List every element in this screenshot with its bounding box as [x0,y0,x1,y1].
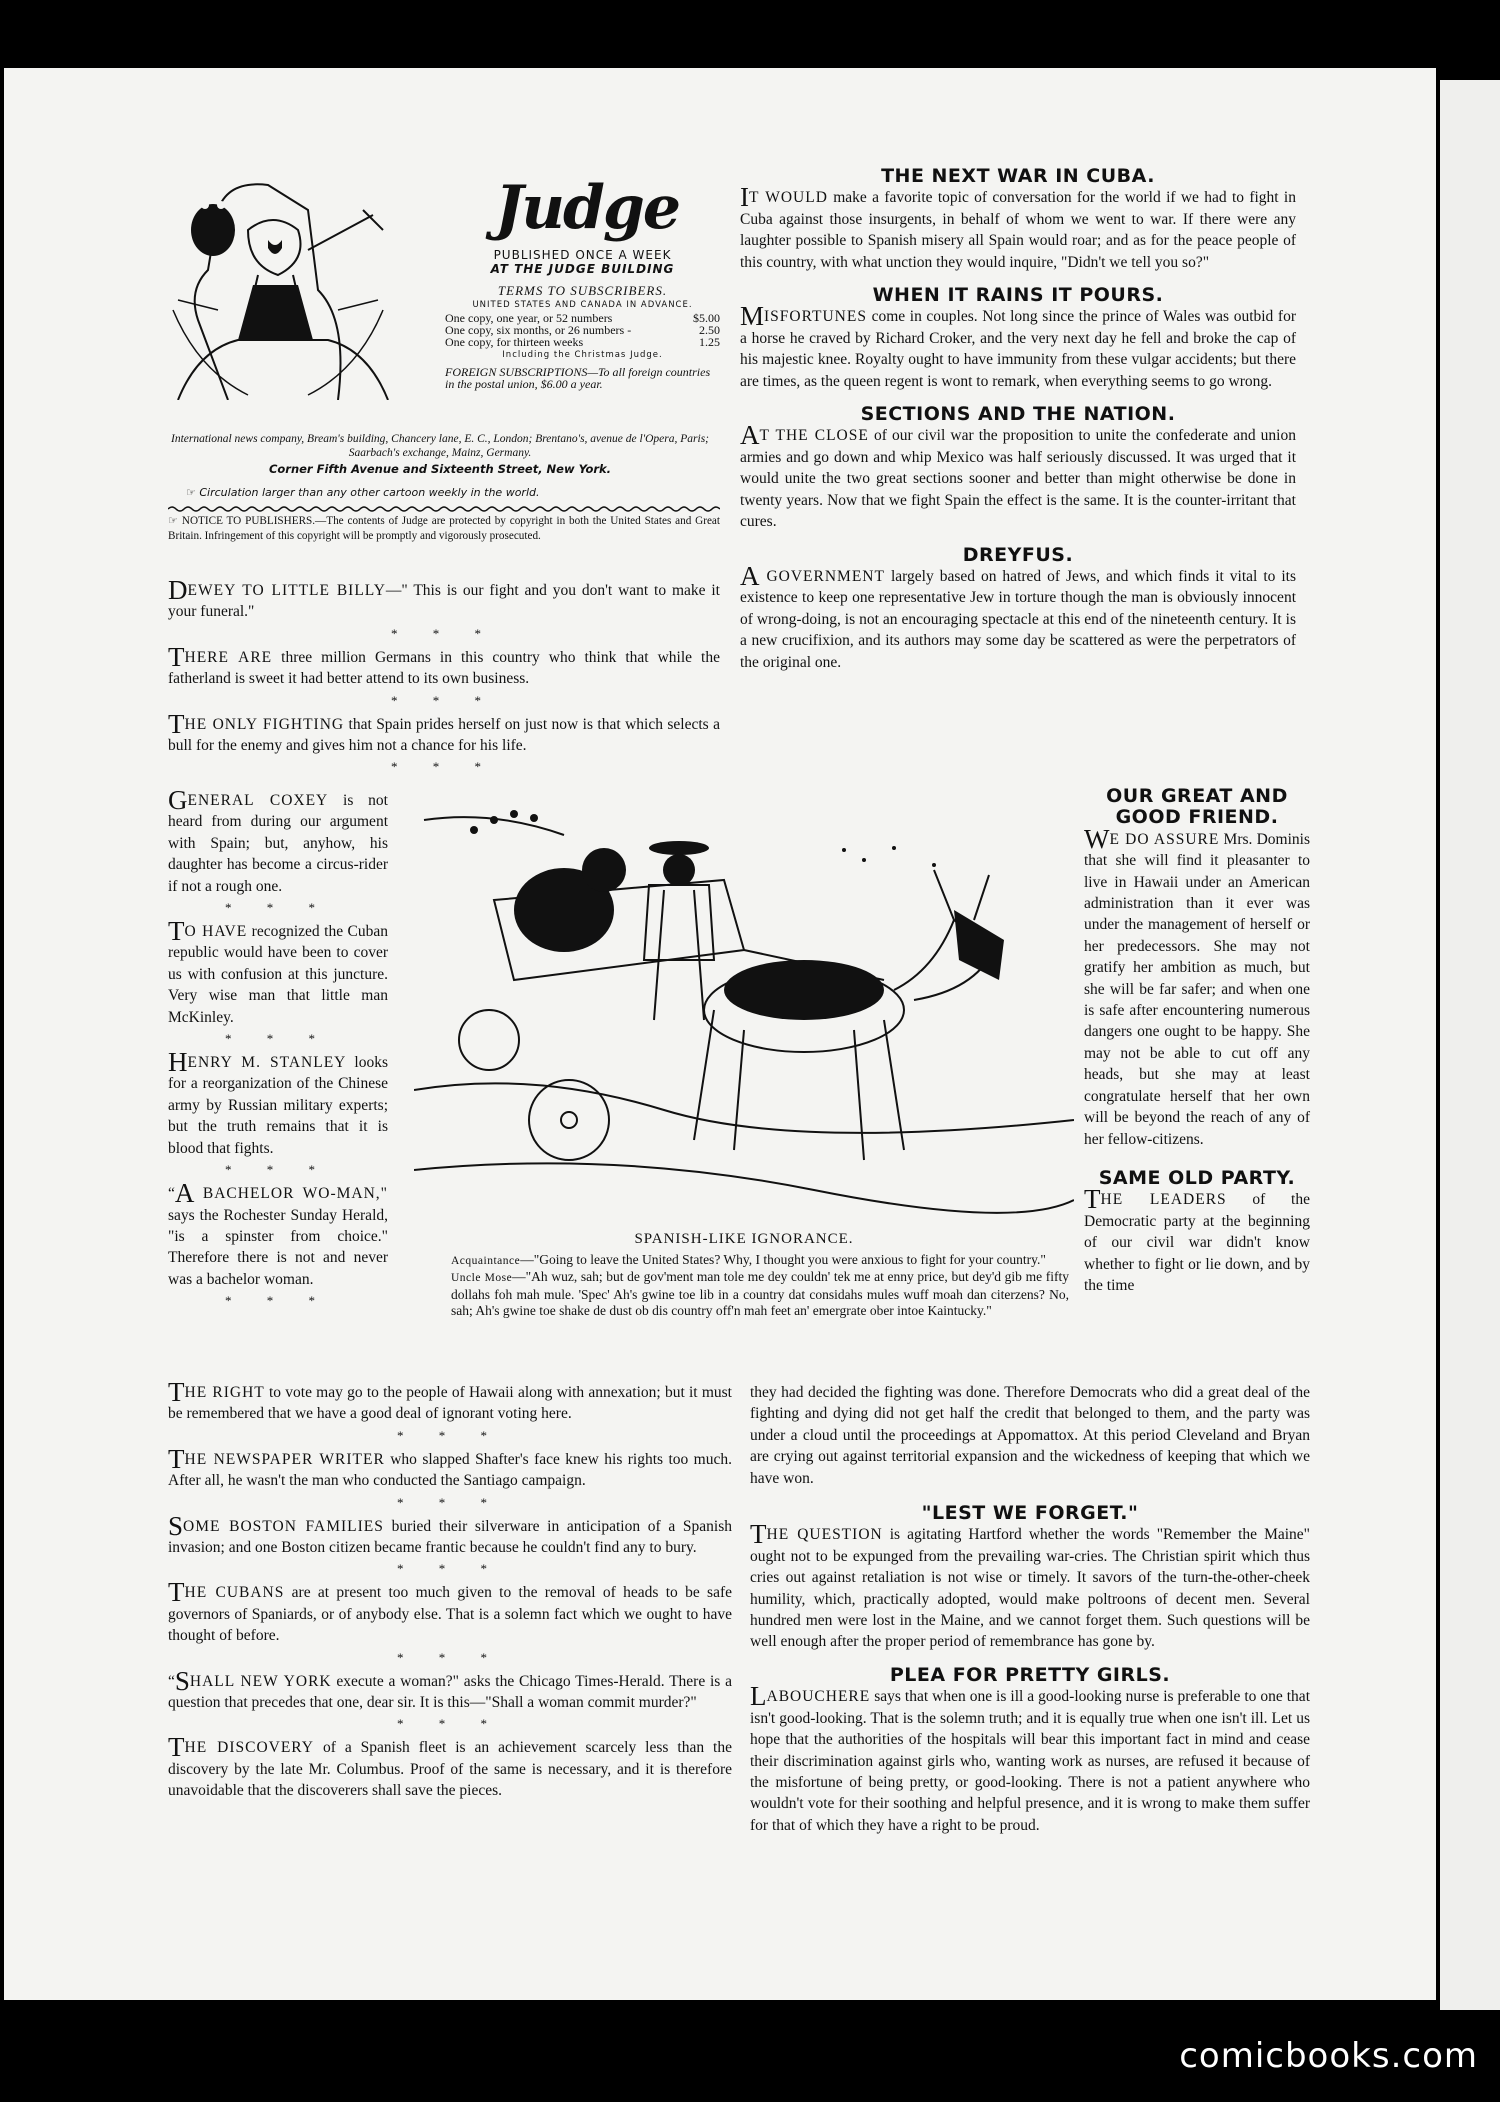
wavy-divider [168,505,720,513]
paragraph: THERE ARE three million Germans in this country who think that while the fatherland is sweet it had better attend to its own business. [168,641,720,688]
article-heading: SECTIONS AND THE NATION. [860,403,1176,426]
separator: * * * [391,692,497,708]
paragraph: GENERAL COXEY is not heard from during our argument with Spain; but, anyhow, his daughter has become a circus-rider if not a rough one. [168,785,388,895]
terms-heading: TERMS TO SUBSCRIBERS. [497,283,668,298]
paragraph: DEWEY TO LITTLE BILLY—" This is our fight and you don't want to make it your funeral." [168,575,720,621]
article-body: A GOVERNMENT largely based on hatred of Jews, and which finds it vital to its existence to keep one representative Jew in torture though the man is obviously innocent of wrong-doing, is not an encouraging spectacle at this end of the nineteenth century. It is a new crucifixion, and its authors may some day be scattered as were the perpetrators of the original one. [740,560,1296,671]
article-heading: OUR GREAT AND GOOD FRIEND. [1106,785,1288,829]
separator: * * * [225,1293,331,1309]
christmas-note: Including the Christmas Judge. [502,350,663,360]
article-body: THE QUESTION is agitating Hartford whether the words "Remember the Maine" ought not to be expunged from the prevailing war-cries. The Christian spirit which thus cries out against retaliation is not wise or timely. It savors of the turn-the-other-cheek humility, which, practically adopted, would make poltroons of decent men. Several hundred men were lost in the Maine, and we cannot forget them. Such questions will be well enough after the proper period of remembrance has gone by. [750,1519,1310,1651]
publisher-notice: ☞ NOTICE TO PUBLISHERS.—The contents of Judge are protected by copyright in both the United States and Great Britain. Infringement of this copyright will be promptly and vigorously prosecuted. [168,515,721,542]
judge-building: AT THE JUDGE BUILDING [490,262,675,276]
judge-logo: Judge [494,173,680,243]
terms-advance: UNITED STATES AND CANADA IN ADVANCE. [472,300,693,310]
article-body: LABOUCHERE says that when one is ill a good-looking nurse is preferable to one that isn't good-looking. That is the solemn truth; and it is equally true when one isn't ill. Let us hope that the authorities of the hospitals will bear this important fact in mind and cease their discrimination against girls who, wanting work as nurses, are refused it because of the misfortune of being pretty, or good-looking. There is not a patient anywhere who wouldn't vote for their soothing and helpful presence, and it is wrong to make them suffer for that of which they have a right to be proud. [750,1681,1310,1834]
masthead-info [445,248,720,390]
paragraph: “SHALL NEW YORK execute a woman?" asks the Chicago Times-Herald. There is a question that precedes that one, dear sir. It is this—"Shall a woman commit murder?" [168,1665,733,1712]
paragraph: THE DISCOVERY of a Spanish fleet is an achievement scarcely less than the discovery by the late Mr. Columbus. Proof of the same is necessary, and it is therefore unavoidable that the discoverers shall save the pieces. [168,1732,732,1800]
left-top-column [168,575,720,780]
article-heading: "LEST WE FORGET." [921,1502,1139,1525]
narrow-right-column [1084,786,1310,1296]
agents-address: International news company, Bream's building, Chancery lane, E. C., London; Brentano's, avenue de l'Opera, Paris; Saarbach's exchange, Mainz, Germany. [170,433,709,459]
continued-text: they had decided the fighting was done. Therefore Democrats who did a great deal of the fighting and dying did not get half the credit that belonged to them, and the party was under a cloud until the proceedings at Appomattox. At this period Cleveland and Bryan are crying out against territorial expansion and the wickedness of keeping that which we have won. [750,1384,1310,1487]
separator: * * * [397,1716,503,1732]
paragraph: THE RIGHT to vote may go to the people of Hawaii along with annexation; but it must be remembered that we have a good deal of ignorant voting here. [168,1377,732,1423]
masthead-judge-illustration [158,170,398,400]
separator: * * * [397,1649,503,1665]
price-row: One copy, for thirteen weeks 1.25 [445,335,720,349]
paragraph: HENRY M. STANLEY looks for a reorganization of the Chinese army by Russian military experts; but the truth remains that it is blood that fights. [168,1047,388,1157]
article-body: IT WOULD make a favorite topic of conversation for the world if we had to fight in Cuba against those insurgents, in behalf of whom we went to war. If there were any laughter possible to Spanish misery all Spain would roar; and as for the peace people of this country, with what unction they would inquire, "Didn't we tell you so?" [740,182,1296,271]
article-heading: SAME OLD PARTY. [1098,1166,1296,1189]
paragraph: THE NEWSPAPER WRITER who slapped Shafter's face knew his rights too much. After all, he wasn't the man who conducted the Santiago campaign. [168,1443,732,1490]
article-body: THE LEADERS of the Democratic party at the beginning of our civil war didn't know whether to fight or lie down, and by the time [1084,1184,1310,1294]
article-heading: THE NEXT WAR IN CUBA. [881,165,1155,187]
separator: * * * [397,1494,503,1510]
separator: * * * [391,625,497,641]
office-address: Corner Fifth Avenue and Sixteenth Street, New York. [268,462,612,476]
paragraph: “A BACHELOR WO-MAN," says the Rochester Sunday Herald, "is a spinster from choice." Therefore there is not and never was a bachelor woman. [168,1178,388,1288]
separator: * * * [225,900,331,916]
next-page-edge [1440,80,1500,2010]
paragraph: TO HAVE recognized the Cuban republic would have been to cover us with confusion at this juncture. Very wise man that little man McKinley. [168,916,389,1026]
price-row: One copy, one year, or 52 numbers $5.00 [445,311,720,325]
cartoon-title: SPANISH-LIKE IGNORANCE. [634,1231,854,1247]
paragraph: THE ONLY FIGHTING that Spain prides herself on just now is that which selects a bull for the enemy and gives him not a chance for his life. [168,708,720,755]
right-bottom-column [750,1382,1310,1836]
article-heading: DREYFUS. [962,543,1074,566]
circulation-note: ☞ Circulation larger than any other cartoon weekly in the world. [186,486,540,499]
cartoon-caption: Acquaintance—"Going to leave the United States? Why, I thought you were anxious to fight for your country." Uncle Mose—"Ah wuz, sah; but de gov'ment man tole me dey couldn' tek me at enny price, but dey'd gib me fifty dollahs foh mah mule. 'Spec' Ah's gwine toe lib in a country dat considahs mules wuff moah dan citerzens? No, sah; Ah's gwine toe shake de dust ob dis country off'n mah feet an' emergrate ober intoe Kaintucky." [451,1252,1069,1318]
narrow-left-column [168,785,389,1314]
separator: * * * [391,759,497,775]
article-body: AT THE CLOSE of our civil war the proposition to unite the confederate and union armies and go down and whip Mexico was half seriously discussed. It was urged that it would unite the two great sections sooner and better than might otherwise be done in twenty years. Now that we fight Spain the effect is the same. It is the counter-irritant that cures. [740,420,1296,531]
paragraph: THE CUBANS are at present too much given to the removal of heads to be safe governors of Spaniards, or of anybody else. That is a solemn fact which we ought to have thought of before. [168,1577,732,1645]
article-body: WE DO ASSURE Mrs. Dominis that she will find it pleasanter to live in Hawaii under an American administration than it ever was under the management of herself or her predecessors. She may not gratify her ambition as much, but she will be far safer; and when one is safe after encountering numerous dangers one ought to be happy. She may not be able to cut off any heads, but she may at least congratulate herself that her own will be beyond the reach of any of her fellow-citizens. [1084,823,1311,1148]
foreign-subscriptions: FOREIGN SUBSCRIPTIONS—To all foreign countries in the postal union, $6.00 a year. [445,365,711,391]
right-top-column [740,166,1296,673]
article-body: MISFORTUNES come in couples. Not long since the prince of Wales was outbid for a horse he craved by Richard Croker, and the very next day he fell and broke the cap of his majestic knee. Royalty ought to have immunity from these vulgar accidents; but there are times, as the queen regent is wont to remark, when everything seems to go wrong. [740,301,1296,390]
separator: * * * [225,1031,331,1047]
publication-frequency: PUBLISHED ONCE A WEEK [493,248,672,262]
separator: * * * [225,1162,331,1178]
paragraph: SOME BOSTON FAMILIES buried their silverware in anticipation of a Spanish invasion; and one Boston citizen became frantic because he couldn't find any to bury. [168,1510,732,1557]
separator: * * * [397,1427,503,1443]
article-heading: WHEN IT RAINS IT POURS. [872,284,1164,307]
separator: * * * [397,1561,503,1577]
site-watermark: comicbooks.com [1179,2036,1478,2076]
article-heading: PLEA FOR PRETTY GIRLS. [889,1663,1171,1686]
cartoon-illustration [414,790,1074,1230]
price-row: One copy, six months, or 26 numbers - 2.50 [445,323,720,337]
left-bottom-column [168,1377,733,1802]
